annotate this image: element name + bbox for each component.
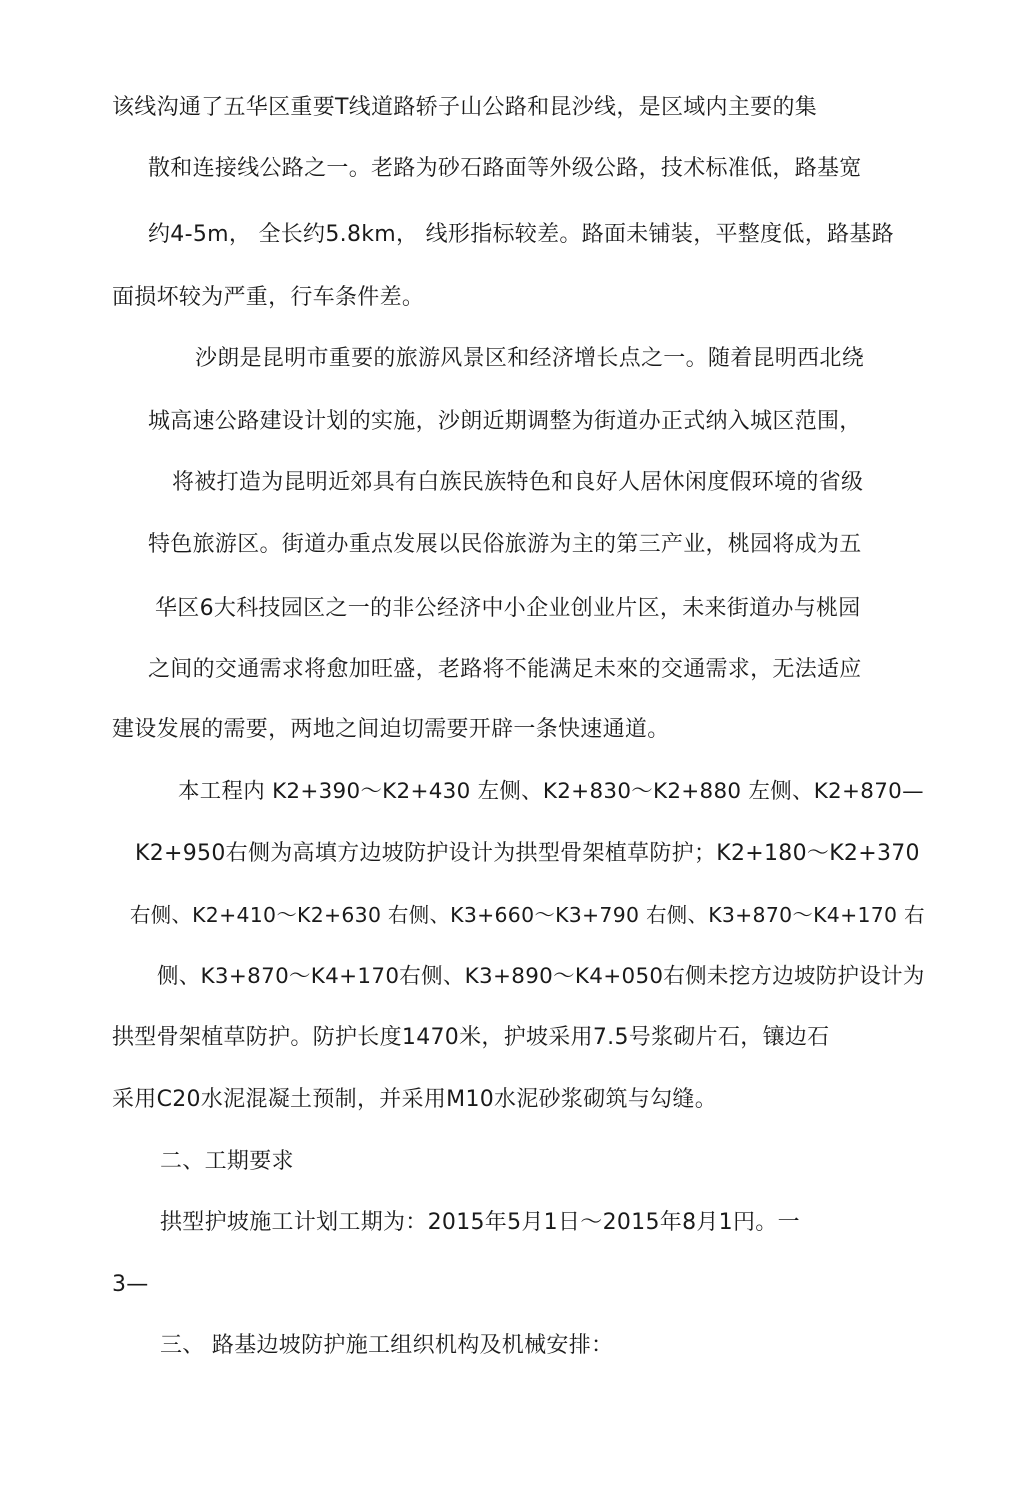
text-line-14: 右侧、K2+410～K2+630 右侧、K3+660～K3+790 右侧、K3+870～K4+170 右 (130, 903, 925, 927)
text-line-16: 拱型骨架植草防护。防护长度1470米，护坡采用7.5号浆砌片石，镶边石 (112, 1025, 830, 1050)
text-line-8: 特色旅游区。街道办重点发展以民俗旅游为主的第三产业，桃园将成为五 (148, 532, 862, 557)
text-line-4: 面损坏较为严重，行车条件差。 (112, 285, 425, 310)
text-line-17: 采用C20水泥混凝土预制，并采用M10水泥砂浆砌筑与勾缝。 (112, 1087, 718, 1112)
text-line-2: 散和连接线公路之一。老路为砂石路面等外级公路，技术标准低，路基宽 (148, 156, 862, 181)
section-heading-schedule: 二、工期要求 (160, 1149, 294, 1174)
text-line-7: 将被打造为昆明近郊具有白族民族特色和良好人居休闲度假环境的省级 (172, 470, 864, 495)
text-line-1: 该线沟通了五华区重要T线道路轿子山公路和昆沙线，是区域内主要的集 (112, 95, 818, 120)
text-line-6: 城高速公路建设计划的实施，沙朗近期调整为街道办正式纳入城区范围， (148, 409, 862, 434)
text-line-13: K2+950右侧为高填方边坡防护设计为拱型骨架植草防护；K2+180～K2+370 (135, 841, 920, 866)
page-number: 3— (112, 1272, 149, 1297)
text-line-9: 华区6大科技园区之一的非公经济中小企业创业片区，未来街道办与桃园 (155, 596, 861, 621)
text-line-10: 之间的交通需求将愈加旺盛，老路将不能满足未來的交通需求，无法适应 (148, 657, 862, 682)
text-line-3: 约4-5m， 全长约5.8km， 线形指标较差。路面未铺装，平整度低，路基路 (148, 222, 894, 247)
text-line-19: 拱型护坡施工计划工期为：2015年5月1日～2015年8月1円。一 (160, 1210, 800, 1235)
text-line-5: 沙朗是昆明市重要的旅游风景区和经济增长点之一。随着昆明西北绕 (195, 346, 865, 371)
text-line-12: 本工程内 K2+390～K2+430 左侧、K2+830～K2+880 左侧、K2+870— (178, 779, 924, 804)
section-heading-organization: 三、 路基边坡防护施工组织机构及机械安排： (160, 1333, 614, 1358)
text-line-15: 侧、K3+870～K4+170右侧、K3+890～K4+050右侧未挖方边坡防护设计为 (157, 964, 925, 989)
text-line-11: 建设发展的需要，两地之间迫切需要开辟一条快速通道。 (112, 717, 670, 742)
